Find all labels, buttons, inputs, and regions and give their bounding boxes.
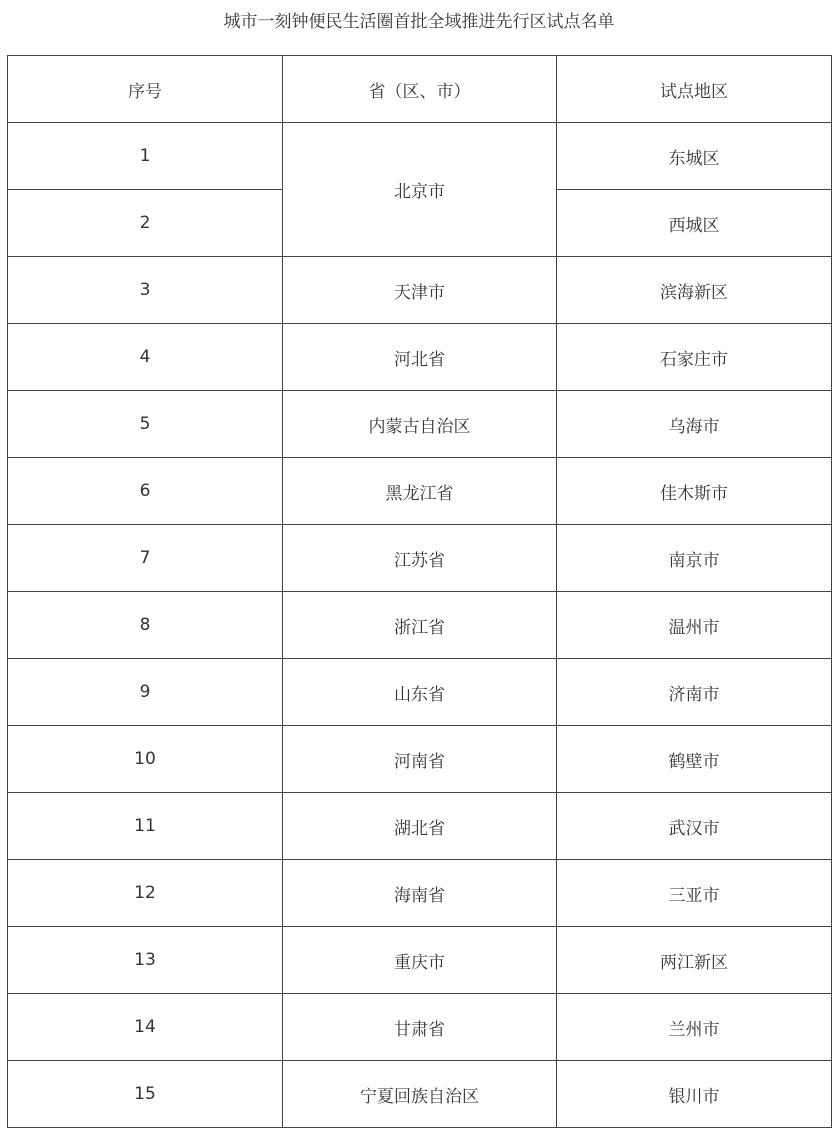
cell-province: 黑龙江省 [283,458,557,525]
cell-pilot-area: 南京市 [557,525,832,592]
cell-pilot-area: 佳木斯市 [557,458,832,525]
cell-province: 天津市 [283,257,557,324]
cell-province: 宁夏回族自治区 [283,1061,557,1128]
table-row [8,1061,832,1128]
cell-number: 5 [8,391,283,458]
cell-pilot-area: 武汉市 [557,793,832,860]
table-row [8,525,832,592]
cell-province: 湖北省 [283,793,557,860]
cell-pilot-area: 济南市 [557,659,832,726]
cell-number: 4 [8,324,283,391]
cell-pilot-area: 鹤壁市 [557,726,832,793]
pilot-list-table [7,55,832,1128]
cell-number: 11 [8,793,283,860]
table-header-row [8,56,832,123]
cell-province: 浙江省 [283,592,557,659]
cell-number: 10 [8,726,283,793]
cell-number: 7 [8,525,283,592]
header-cell-province: 省（区、市） [283,56,557,123]
cell-province: 河北省 [283,324,557,391]
table-row [8,123,832,190]
header-cell-pilot-area: 试点地区 [557,56,832,123]
cell-province: 河南省 [283,726,557,793]
cell-number: 15 [8,1061,283,1128]
table-row [8,324,832,391]
cell-pilot-area: 三亚市 [557,860,832,927]
cell-number: 9 [8,659,283,726]
cell-province: 海南省 [283,860,557,927]
table-row [8,391,832,458]
cell-pilot-area: 温州市 [557,592,832,659]
header-cell-number: 序号 [8,56,283,123]
table-row [8,994,832,1061]
cell-number: 1 [8,123,283,190]
cell-pilot-area: 石家庄市 [557,324,832,391]
cell-province: 甘肃省 [283,994,557,1061]
cell-province: 山东省 [283,659,557,726]
table-row [8,793,832,860]
cell-number: 13 [8,927,283,994]
cell-province: 北京市 [283,123,557,257]
table-row [8,927,832,994]
cell-province: 江苏省 [283,525,557,592]
table-row [8,257,832,324]
cell-number: 12 [8,860,283,927]
cell-number: 3 [8,257,283,324]
cell-pilot-area: 兰州市 [557,994,832,1061]
table-row [8,726,832,793]
cell-pilot-area: 乌海市 [557,391,832,458]
cell-pilot-area: 滨海新区 [557,257,832,324]
cell-number: 6 [8,458,283,525]
cell-number: 2 [8,190,283,257]
table-row [8,860,832,927]
table-row [8,659,832,726]
table-row [8,458,832,525]
table-row [8,592,832,659]
cell-number: 8 [8,592,283,659]
cell-number: 14 [8,994,283,1061]
cell-pilot-area: 两江新区 [557,927,832,994]
cell-province: 内蒙古自治区 [283,391,557,458]
cell-pilot-area: 东城区 [557,123,832,190]
document-title: 城市一刻钟便民生活圈首批全域推进先行区试点名单 [223,12,615,32]
cell-province: 重庆市 [283,927,557,994]
cell-pilot-area: 西城区 [557,190,832,257]
cell-pilot-area: 银川市 [557,1061,832,1128]
